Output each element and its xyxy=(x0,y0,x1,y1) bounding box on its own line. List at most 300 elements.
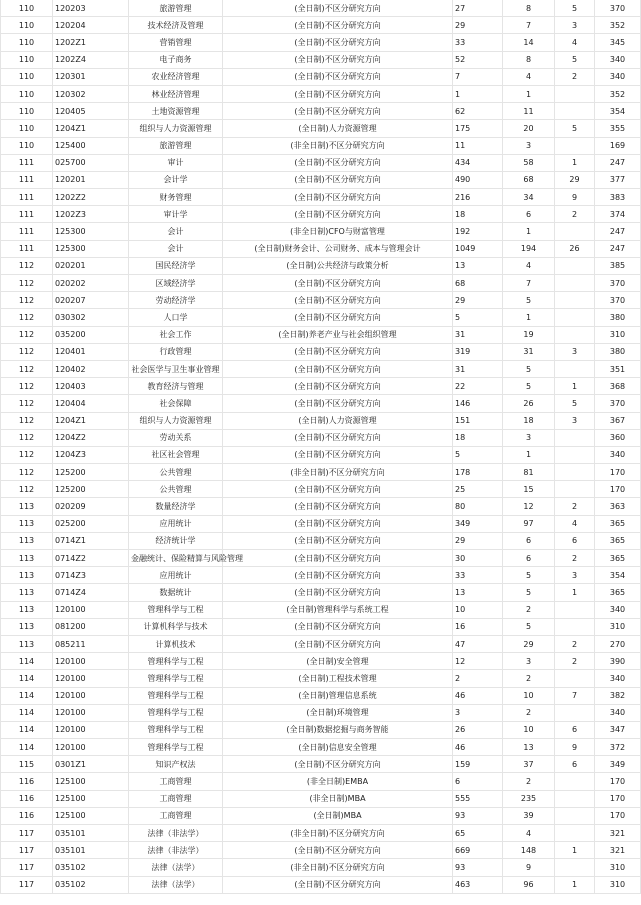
exempt-count-cell: 6 xyxy=(555,721,595,738)
exempt-count-cell: 1 xyxy=(555,154,595,171)
exempt-count-cell: 2 xyxy=(555,653,595,670)
major-code-cell: 120402 xyxy=(53,360,129,377)
table-row xyxy=(1,378,641,395)
major-code-cell: 120404 xyxy=(53,395,129,412)
major-name-cell: 社区社会管理 xyxy=(129,446,223,463)
table-row xyxy=(1,842,641,859)
admitted-count-cell: 8 xyxy=(503,0,555,17)
applicants-count-cell: 1049 xyxy=(453,240,503,257)
exempt-count-cell xyxy=(555,85,595,102)
cutoff-score-cell: 380 xyxy=(595,343,641,360)
exempt-count-cell xyxy=(555,601,595,618)
exempt-count-cell xyxy=(555,704,595,721)
department-code-cell: 114 xyxy=(1,721,53,738)
applicants-count-cell: 669 xyxy=(453,842,503,859)
cutoff-score-cell: 340 xyxy=(595,446,641,463)
department-code-cell: 113 xyxy=(1,618,53,635)
table-row xyxy=(1,498,641,515)
major-name-cell: 应用统计 xyxy=(129,567,223,584)
cutoff-score-cell: 170 xyxy=(595,481,641,498)
table-row xyxy=(1,687,641,704)
exempt-count-cell xyxy=(555,481,595,498)
cutoff-score-cell: 340 xyxy=(595,68,641,85)
admitted-count-cell: 148 xyxy=(503,842,555,859)
major-code-cell: 125300 xyxy=(53,223,129,240)
exempt-count-cell: 5 xyxy=(555,120,595,137)
applicants-count-cell: 30 xyxy=(453,550,503,567)
department-code-cell: 112 xyxy=(1,292,53,309)
major-name-cell: 公共管理 xyxy=(129,481,223,498)
department-code-cell: 111 xyxy=(1,206,53,223)
exempt-count-cell: 26 xyxy=(555,240,595,257)
admitted-count-cell: 4 xyxy=(503,68,555,85)
major-code-cell: 081200 xyxy=(53,618,129,635)
major-name-cell: 审计学 xyxy=(129,206,223,223)
exempt-count-cell xyxy=(555,223,595,240)
major-code-cell: 035200 xyxy=(53,326,129,343)
admitted-count-cell: 2 xyxy=(503,773,555,790)
admitted-count-cell: 11 xyxy=(503,103,555,120)
applicants-count-cell: 349 xyxy=(453,515,503,532)
research-direction-cell: (全日制)不区分研究方向 xyxy=(223,515,453,532)
admitted-count-cell: 19 xyxy=(503,326,555,343)
table-row xyxy=(1,515,641,532)
research-direction-cell: (全日制)安全管理 xyxy=(223,653,453,670)
admitted-count-cell: 12 xyxy=(503,498,555,515)
admitted-count-cell: 14 xyxy=(503,34,555,51)
applicants-count-cell: 65 xyxy=(453,825,503,842)
admitted-count-cell: 31 xyxy=(503,343,555,360)
cutoff-score-cell: 354 xyxy=(595,567,641,584)
admitted-count-cell: 34 xyxy=(503,189,555,206)
department-code-cell: 112 xyxy=(1,309,53,326)
exempt-count-cell: 1 xyxy=(555,584,595,601)
applicants-count-cell: 3 xyxy=(453,704,503,721)
major-name-cell: 法律（非法学） xyxy=(129,825,223,842)
major-name-cell: 管理科学与工程 xyxy=(129,739,223,756)
table-row xyxy=(1,704,641,721)
major-name-cell: 管理科学与工程 xyxy=(129,721,223,738)
applicants-count-cell: 31 xyxy=(453,326,503,343)
applicants-count-cell: 33 xyxy=(453,34,503,51)
admitted-count-cell: 4 xyxy=(503,257,555,274)
department-code-cell: 113 xyxy=(1,515,53,532)
major-code-cell: 120203 xyxy=(53,0,129,17)
research-direction-cell: (全日制)管理信息系统 xyxy=(223,687,453,704)
major-code-cell: 0714Z3 xyxy=(53,567,129,584)
major-code-cell: 120100 xyxy=(53,687,129,704)
applicants-count-cell: 10 xyxy=(453,601,503,618)
table-row xyxy=(1,343,641,360)
cutoff-score-cell: 360 xyxy=(595,429,641,446)
exempt-count-cell xyxy=(555,807,595,824)
department-code-cell: 110 xyxy=(1,51,53,68)
major-code-cell: 030302 xyxy=(53,309,129,326)
table-row xyxy=(1,17,641,34)
cutoff-score-cell: 169 xyxy=(595,137,641,154)
major-code-cell: 120100 xyxy=(53,653,129,670)
cutoff-score-cell: 363 xyxy=(595,498,641,515)
applicants-count-cell: 11 xyxy=(453,137,503,154)
admitted-count-cell: 9 xyxy=(503,859,555,876)
admitted-count-cell: 5 xyxy=(503,378,555,395)
department-code-cell: 110 xyxy=(1,0,53,17)
exempt-count-cell xyxy=(555,257,595,274)
applicants-count-cell: 47 xyxy=(453,635,503,652)
admitted-count-cell: 5 xyxy=(503,360,555,377)
admitted-count-cell: 81 xyxy=(503,464,555,481)
admitted-count-cell: 5 xyxy=(503,567,555,584)
admitted-count-cell: 13 xyxy=(503,739,555,756)
major-name-cell: 会计 xyxy=(129,223,223,240)
research-direction-cell: (全日制)不区分研究方向 xyxy=(223,206,453,223)
admitted-count-cell: 1 xyxy=(503,309,555,326)
research-direction-cell: (全日制)不区分研究方向 xyxy=(223,395,453,412)
admitted-count-cell: 3 xyxy=(503,429,555,446)
applicants-count-cell: 26 xyxy=(453,721,503,738)
department-code-cell: 112 xyxy=(1,429,53,446)
table-row xyxy=(1,807,641,824)
research-direction-cell: (全日制)不区分研究方向 xyxy=(223,429,453,446)
table-row xyxy=(1,618,641,635)
research-direction-cell: (全日制)不区分研究方向 xyxy=(223,154,453,171)
research-direction-cell: (全日制)不区分研究方向 xyxy=(223,68,453,85)
research-direction-cell: (全日制)养老产业与社会组织管理 xyxy=(223,326,453,343)
exempt-count-cell: 4 xyxy=(555,34,595,51)
major-name-cell: 知识产权法 xyxy=(129,756,223,773)
table-row xyxy=(1,120,641,137)
exempt-count-cell: 2 xyxy=(555,68,595,85)
department-code-cell: 112 xyxy=(1,378,53,395)
exempt-count-cell xyxy=(555,292,595,309)
research-direction-cell: (非全日制)不区分研究方向 xyxy=(223,137,453,154)
department-code-cell: 114 xyxy=(1,653,53,670)
table-row xyxy=(1,292,641,309)
cutoff-score-cell: 367 xyxy=(595,412,641,429)
major-name-cell: 教育经济与管理 xyxy=(129,378,223,395)
research-direction-cell: (非全日制)不区分研究方向 xyxy=(223,859,453,876)
major-name-cell: 劳动经济学 xyxy=(129,292,223,309)
major-name-cell: 农业经济管理 xyxy=(129,68,223,85)
admitted-count-cell: 29 xyxy=(503,635,555,652)
major-code-cell: 125100 xyxy=(53,773,129,790)
cutoff-score-cell: 340 xyxy=(595,670,641,687)
admitted-count-cell: 6 xyxy=(503,550,555,567)
major-code-cell: 120301 xyxy=(53,68,129,85)
admitted-count-cell: 3 xyxy=(503,137,555,154)
research-direction-cell: (非全日制)CFO与财富管理 xyxy=(223,223,453,240)
major-code-cell: 125300 xyxy=(53,240,129,257)
admitted-count-cell: 7 xyxy=(503,275,555,292)
major-code-cell: 020202 xyxy=(53,275,129,292)
research-direction-cell: (全日制)不区分研究方向 xyxy=(223,756,453,773)
research-direction-cell: (全日制)不区分研究方向 xyxy=(223,378,453,395)
department-code-cell: 112 xyxy=(1,257,53,274)
admitted-count-cell: 8 xyxy=(503,51,555,68)
major-code-cell: 120100 xyxy=(53,739,129,756)
research-direction-cell: (全日制)不区分研究方向 xyxy=(223,618,453,635)
major-code-cell: 120204 xyxy=(53,17,129,34)
research-direction-cell: (全日制)不区分研究方向 xyxy=(223,309,453,326)
department-code-cell: 115 xyxy=(1,756,53,773)
cutoff-score-cell: 321 xyxy=(595,825,641,842)
research-direction-cell: (全日制)环境管理 xyxy=(223,704,453,721)
major-code-cell: 0301Z1 xyxy=(53,756,129,773)
table-row xyxy=(1,446,641,463)
applicants-count-cell: 13 xyxy=(453,584,503,601)
admitted-count-cell: 2 xyxy=(503,601,555,618)
research-direction-cell: (全日制)数据挖掘与商务智能 xyxy=(223,721,453,738)
admitted-count-cell: 5 xyxy=(503,618,555,635)
research-direction-cell: (全日制)不区分研究方向 xyxy=(223,292,453,309)
exempt-count-cell xyxy=(555,429,595,446)
table-row xyxy=(1,0,641,17)
research-direction-cell: (非全日制)EMBA xyxy=(223,773,453,790)
research-direction-cell: (全日制)不区分研究方向 xyxy=(223,103,453,120)
table-row xyxy=(1,85,641,102)
exempt-count-cell: 5 xyxy=(555,395,595,412)
major-code-cell: 120401 xyxy=(53,343,129,360)
cutoff-score-cell: 370 xyxy=(595,395,641,412)
major-name-cell: 旅游管理 xyxy=(129,0,223,17)
cutoff-score-cell: 340 xyxy=(595,601,641,618)
major-name-cell: 管理科学与工程 xyxy=(129,670,223,687)
exempt-count-cell: 3 xyxy=(555,17,595,34)
department-code-cell: 110 xyxy=(1,34,53,51)
table-row xyxy=(1,309,641,326)
department-code-cell: 117 xyxy=(1,859,53,876)
major-name-cell: 技术经济及管理 xyxy=(129,17,223,34)
major-name-cell: 计算机科学与技术 xyxy=(129,618,223,635)
exempt-count-cell: 2 xyxy=(555,550,595,567)
admitted-count-cell: 15 xyxy=(503,481,555,498)
table-row xyxy=(1,859,641,876)
exempt-count-cell: 6 xyxy=(555,756,595,773)
applicants-count-cell: 46 xyxy=(453,739,503,756)
department-code-cell: 113 xyxy=(1,584,53,601)
table-row xyxy=(1,790,641,807)
applicants-count-cell: 52 xyxy=(453,51,503,68)
major-name-cell: 社会保障 xyxy=(129,395,223,412)
research-direction-cell: (非全日制)不区分研究方向 xyxy=(223,825,453,842)
major-code-cell: 125200 xyxy=(53,464,129,481)
cutoff-score-cell: 170 xyxy=(595,773,641,790)
cutoff-score-cell: 247 xyxy=(595,154,641,171)
cutoff-score-cell: 352 xyxy=(595,85,641,102)
cutoff-score-cell: 380 xyxy=(595,309,641,326)
cutoff-score-cell: 170 xyxy=(595,464,641,481)
major-code-cell: 125100 xyxy=(53,790,129,807)
major-code-cell: 120100 xyxy=(53,704,129,721)
table-row xyxy=(1,137,641,154)
research-direction-cell: (全日制)财务会计、公司财务、成本与管理会计 xyxy=(223,240,453,257)
research-direction-cell: (全日制)MBA xyxy=(223,807,453,824)
admitted-count-cell: 6 xyxy=(503,206,555,223)
major-name-cell: 法律（法学） xyxy=(129,859,223,876)
table-row xyxy=(1,481,641,498)
applicants-count-cell: 62 xyxy=(453,103,503,120)
admitted-count-cell: 1 xyxy=(503,85,555,102)
major-name-cell: 工商管理 xyxy=(129,773,223,790)
exempt-count-cell: 2 xyxy=(555,498,595,515)
research-direction-cell: (全日制)不区分研究方向 xyxy=(223,360,453,377)
cutoff-score-cell: 352 xyxy=(595,17,641,34)
applicants-count-cell: 12 xyxy=(453,653,503,670)
major-name-cell: 计算机技术 xyxy=(129,635,223,652)
applicants-count-cell: 175 xyxy=(453,120,503,137)
applicants-count-cell: 319 xyxy=(453,343,503,360)
cutoff-score-cell: 354 xyxy=(595,103,641,120)
major-code-cell: 1202Z4 xyxy=(53,51,129,68)
major-code-cell: 1202Z1 xyxy=(53,34,129,51)
department-code-cell: 112 xyxy=(1,326,53,343)
major-code-cell: 120100 xyxy=(53,670,129,687)
major-name-cell: 经济统计学 xyxy=(129,532,223,549)
major-name-cell: 营销管理 xyxy=(129,34,223,51)
department-code-cell: 112 xyxy=(1,275,53,292)
department-code-cell: 112 xyxy=(1,481,53,498)
exempt-count-cell: 5 xyxy=(555,0,595,17)
applicants-count-cell: 5 xyxy=(453,309,503,326)
exempt-count-cell: 1 xyxy=(555,876,595,893)
applicants-count-cell: 1 xyxy=(453,85,503,102)
admitted-count-cell: 68 xyxy=(503,171,555,188)
research-direction-cell: (全日制)公共经济与政策分析 xyxy=(223,257,453,274)
applicants-count-cell: 18 xyxy=(453,206,503,223)
exempt-count-cell: 9 xyxy=(555,739,595,756)
major-name-cell: 审计 xyxy=(129,154,223,171)
table-row xyxy=(1,171,641,188)
exempt-count-cell: 4 xyxy=(555,515,595,532)
department-code-cell: 116 xyxy=(1,790,53,807)
major-code-cell: 1204Z1 xyxy=(53,412,129,429)
department-code-cell: 113 xyxy=(1,601,53,618)
table-row xyxy=(1,223,641,240)
applicants-count-cell: 68 xyxy=(453,275,503,292)
major-code-cell: 025200 xyxy=(53,515,129,532)
exempt-count-cell xyxy=(555,309,595,326)
major-name-cell: 国民经济学 xyxy=(129,257,223,274)
research-direction-cell: (全日制)不区分研究方向 xyxy=(223,34,453,51)
admitted-count-cell: 3 xyxy=(503,653,555,670)
exempt-count-cell xyxy=(555,618,595,635)
research-direction-cell: (全日制)不区分研究方向 xyxy=(223,85,453,102)
admitted-count-cell: 1 xyxy=(503,223,555,240)
applicants-count-cell: 6 xyxy=(453,773,503,790)
major-code-cell: 1202Z2 xyxy=(53,189,129,206)
applicants-count-cell: 151 xyxy=(453,412,503,429)
research-direction-cell: (全日制)不区分研究方向 xyxy=(223,842,453,859)
cutoff-score-cell: 351 xyxy=(595,360,641,377)
applicants-count-cell: 29 xyxy=(453,17,503,34)
table-row xyxy=(1,412,641,429)
major-code-cell: 1204Z1 xyxy=(53,120,129,137)
table-row xyxy=(1,653,641,670)
table-row xyxy=(1,189,641,206)
exempt-count-cell xyxy=(555,773,595,790)
table-row xyxy=(1,756,641,773)
table-row xyxy=(1,635,641,652)
applicants-count-cell: 5 xyxy=(453,446,503,463)
major-name-cell: 会计学 xyxy=(129,171,223,188)
major-name-cell: 管理科学与工程 xyxy=(129,653,223,670)
department-code-cell: 110 xyxy=(1,17,53,34)
major-code-cell: 120405 xyxy=(53,103,129,120)
exempt-count-cell: 2 xyxy=(555,206,595,223)
admitted-count-cell: 18 xyxy=(503,412,555,429)
major-name-cell: 电子商务 xyxy=(129,51,223,68)
cutoff-score-cell: 377 xyxy=(595,171,641,188)
cutoff-score-cell: 365 xyxy=(595,584,641,601)
exempt-count-cell xyxy=(555,464,595,481)
cutoff-score-cell: 310 xyxy=(595,859,641,876)
cutoff-score-cell: 365 xyxy=(595,532,641,549)
research-direction-cell: (全日制)不区分研究方向 xyxy=(223,498,453,515)
department-code-cell: 110 xyxy=(1,68,53,85)
applicants-count-cell: 29 xyxy=(453,292,503,309)
major-code-cell: 035102 xyxy=(53,876,129,893)
department-code-cell: 117 xyxy=(1,842,53,859)
applicants-count-cell: 434 xyxy=(453,154,503,171)
major-name-cell: 应用统计 xyxy=(129,515,223,532)
exempt-count-cell: 1 xyxy=(555,378,595,395)
department-code-cell: 116 xyxy=(1,773,53,790)
major-name-cell: 工商管理 xyxy=(129,790,223,807)
exempt-count-cell: 5 xyxy=(555,51,595,68)
table-row xyxy=(1,532,641,549)
cutoff-score-cell: 370 xyxy=(595,0,641,17)
admitted-count-cell: 26 xyxy=(503,395,555,412)
major-name-cell: 社会医学与卫生事业管理 xyxy=(129,360,223,377)
admitted-count-cell: 4 xyxy=(503,825,555,842)
major-code-cell: 120201 xyxy=(53,171,129,188)
department-code-cell: 112 xyxy=(1,446,53,463)
cutoff-score-cell: 310 xyxy=(595,618,641,635)
table-row xyxy=(1,395,641,412)
major-name-cell: 数量经济学 xyxy=(129,498,223,515)
admitted-count-cell: 97 xyxy=(503,515,555,532)
admitted-count-cell: 58 xyxy=(503,154,555,171)
cutoff-score-cell: 365 xyxy=(595,515,641,532)
exempt-count-cell: 7 xyxy=(555,687,595,704)
major-code-cell: 1204Z2 xyxy=(53,429,129,446)
cutoff-score-cell: 355 xyxy=(595,120,641,137)
major-code-cell: 085211 xyxy=(53,635,129,652)
table-row xyxy=(1,876,641,893)
department-code-cell: 111 xyxy=(1,240,53,257)
department-code-cell: 113 xyxy=(1,635,53,652)
cutoff-score-cell: 368 xyxy=(595,378,641,395)
applicants-count-cell: 555 xyxy=(453,790,503,807)
applicants-count-cell: 80 xyxy=(453,498,503,515)
applicants-count-cell: 93 xyxy=(453,807,503,824)
table-row xyxy=(1,429,641,446)
exempt-count-cell xyxy=(555,825,595,842)
applicants-count-cell: 46 xyxy=(453,687,503,704)
major-name-cell: 劳动关系 xyxy=(129,429,223,446)
cutoff-score-cell: 247 xyxy=(595,223,641,240)
research-direction-cell: (全日制)工程技术管理 xyxy=(223,670,453,687)
admitted-count-cell: 39 xyxy=(503,807,555,824)
research-direction-cell: (非全日制)不区分研究方向 xyxy=(223,464,453,481)
department-code-cell: 111 xyxy=(1,154,53,171)
major-code-cell: 020209 xyxy=(53,498,129,515)
applicants-count-cell: 25 xyxy=(453,481,503,498)
major-name-cell: 区域经济学 xyxy=(129,275,223,292)
exempt-count-cell xyxy=(555,137,595,154)
major-code-cell: 0714Z2 xyxy=(53,550,129,567)
exempt-count-cell: 3 xyxy=(555,567,595,584)
